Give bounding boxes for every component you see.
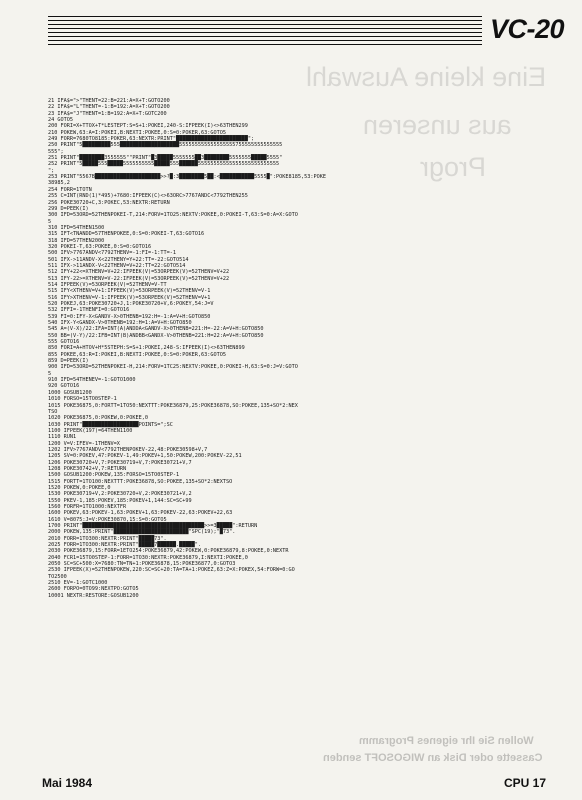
code-line: 910 IFD=54THENEV=-1:GOTO1000 [48, 377, 136, 384]
code-line: 1205 SV=0:POKEV,47:POKEV-1,49:POKEV+1,50:POKEW,200:POKEV-22,51 [48, 453, 242, 460]
code-line: 299 D=PEEK(I) [48, 205, 89, 212]
code-line: 1208 POKE30742+V,7:RETURN [48, 465, 127, 472]
code-line: 1030 PRINT"██████████████████POINTS=";SC [48, 421, 173, 428]
code-line: 520 POKEJ,63:POKE30720+J,1:POKE30720+V,6:POKEY,54:J=V [48, 301, 214, 307]
code-line: 2530 IFPEEK(X)=52THENPOKEW,220:SC=SC+20:TA=TA+1:POKEZ,63:Z=X:POKEX,54:FORW=0:GO [48, 567, 295, 574]
code-line: 1200 V=V:IFEV=-1THENV=X [48, 440, 120, 447]
code-line: 251 PRINT"████████3555555""PRINT"█3█████5555555██3████████5555555█████5555" [48, 155, 283, 162]
code-line: 253 PRINT"5567B█████████████████████>>?█:3████████5██:<███████████5555█":POKE8185,53:POKE [48, 174, 326, 181]
code-line: 501 IFX->11ANDV-X<22THENY=Y+22:TT=-22:GOTO514 [48, 256, 189, 263]
code-line: 1020 POKE36875,0:POKEW,0:POKEE,0 [48, 415, 148, 422]
bleed-through-text: Eine kleine Auswahl [305, 62, 546, 92]
code-line: 859 D=PEEK(I) [48, 358, 89, 365]
bleed-through-text: Progr [419, 152, 486, 182]
code-line: 1010 FORSO=15TO0STEP-1 [48, 396, 117, 403]
code-line: 514 IFPEEK(V)=53ORPEEK(V)=52THENV=V-TT [48, 281, 167, 288]
code-line: 540 IFX-Y<GANDX-V>0THENB=192:H=1:A=V+H:GOTO850 [48, 320, 192, 327]
magazine-section-title: VC-20 [482, 14, 564, 45]
code-line: 920 GOTO16 [48, 383, 80, 390]
code-line: 855 POKEE,63:R=I:POKEI,B:NEXTI:POKEE,0:S=0:POKER,63:GOTO5 [48, 351, 227, 358]
code-line: 513 IFY-22>=XTHENV=V-22:IFPEEK(V)=53ORPEEK(V)=52THENV=V+22 [48, 275, 230, 282]
code-line: 512 IFY+22<=XTHENV=V+22:IFPEEK(V)=53ORPEEK(V)=52THENV=V+22 [48, 269, 230, 276]
code-line: 210 POKEW,63:A=I:POKEI,B:NEXTI:POKEE,0:S=0:POKER,63:GOTO5 [48, 129, 227, 136]
bleed-through-text: Wollen Sie Ihr eigenes Programm [359, 735, 534, 747]
bleed-through-text: Cassette oder Disk an WIGOSOFT senden [322, 752, 542, 764]
code-line: 1560 FORFR=1TO1000:NEXTFR [48, 504, 127, 510]
code-line: 310 IFD=54THEN1500 [48, 224, 105, 231]
code-line: 555"; [48, 148, 64, 155]
footer-date: Mai 1984 [42, 776, 93, 790]
code-line: 38985,2 [48, 180, 70, 187]
code-line: 2025 FORR=1TO300:NEXTR:PRINT"█████7██████.█████". [48, 542, 202, 549]
code-line: 255 C=INT(RND(1)*495)+7680:IFPEEK(C)<>63ORC>7767ANDC<7792THEN255 [48, 193, 248, 200]
code-line: 532 IFFI=-1THENFI=0:GOTO16 [48, 307, 130, 314]
code-line: 515 IFY<XTHENV=V+1:IFPEEK(V)=53ORPEEK(V)=52THENV=V-1 [48, 288, 211, 295]
code-line: 315 IFT<TNANDD=57THENPOKEE,0:S=0:POKEI-T,63:GOTO16 [48, 231, 205, 238]
code-line: 2050 SC=SC+500:X=7680:TN=TN+1:POKE36878,15:POKE36877,0:GOTO3 [48, 561, 236, 568]
basic-program-listing [48, 98, 528, 599]
code-line: 2040 FCR1=15TO0STEP-1:FORR=1TO30:NEXTR:POKE36879,I:NEXTI:POKEE,0 [48, 554, 248, 561]
code-line: 22 IFA$="L"THENT=-1:B=192:A=X+T:GOTO200 [48, 104, 170, 111]
code-line: 1530 POKE30719+V,2:POKE30720+V,2:POKE30721+V,2 [48, 491, 192, 498]
code-line: 2510 EV=-1:GOTC1000 [48, 580, 108, 587]
code-line: 1015 POKE36875,0:FORTT=1TO50:NEXTTT:POKE36879,25:POKE36878,SO:POKEE,135+SO*2:NEX [48, 402, 298, 409]
code-line: 555 GOTO16 [48, 339, 80, 346]
code-line: 318 IFD=57THEN2000 [48, 237, 105, 244]
bleed-through-text: aus unseren [363, 110, 512, 140]
code-line: 1110 RUN1 [48, 434, 77, 441]
code-line: 1206 POKE30720+V,7:POKE30719+V,7:POKE30721+V,7 [48, 459, 192, 466]
footer-page-number: CPU 17 [503, 776, 546, 790]
code-line: 850 FORI=A+HTOV+H*5STEPH:S=S+1:POKEI,248-S:IFPEEK(I)<>63THEN899 [48, 345, 245, 352]
code-line: 545 A=(V-X)/22:IFA=INT(A)ANDDA<GANDV-X>0THENB=221:H=-22:A=V+H:GOTO850 [48, 326, 264, 333]
header-rule-lines [48, 16, 488, 46]
code-line: 900 IFD=53ORD=52THENPOKEI-H,214:FORV=1TC25:NEXTV:POKEE,0:POKEI-H,63:S=0:J=V:GOTO [48, 364, 298, 371]
code-line: 2030 POKE36879,15:FORR=1ETO254:POKE36879,42:POKEW,0:POKE36879,8:POKEE,0:NEXTR [48, 548, 289, 555]
code-line: 1600 POKEV,63:POKEV-1,63:POKEV+1,63:POKEV-22,63:POKEV+22,63 [48, 510, 233, 517]
code-line: 5 [48, 218, 52, 225]
code-line: 249 FORR=7680TO8185:POKER,63:NEXTR:PRINT"███████████████████████"; [48, 136, 255, 143]
code-line: 250 PRINT"5█████████555███████████████████555555555555555555755555555555555 [48, 142, 283, 149]
code-line: 1515 FORTT=1TO100:NEXTTT:POKE36878,SO:POKEE,135+SO*2:NEXTSO [48, 478, 233, 485]
code-line: 23 IFA$="J"THENT=1:B=192:A=X+T:GOTC200 [48, 110, 167, 117]
code-line: 320 POKEI-T,63:POKEE,0:S=0:GOTO16 [48, 243, 152, 250]
code-line: 1000 GOSUB1200 [48, 389, 92, 396]
code-line: 254 FORR=1TOTN [48, 186, 92, 193]
code-line: 1550 PKEV-1,185:POKEV,185:POKEV+1,144:SC=SC+99 [48, 497, 192, 504]
code-line: 539 FI=0:IFY-X<GANDV-X>0THENB=192:H=-1:A=V+H:GOTO850 [48, 313, 211, 320]
code-line: 1500 GOSUB1200:POKEW,135:FORSO=15TO0STEP-1 [48, 472, 180, 479]
code-line: 2010 FORR=1TO300:NEXTR:PRINT"█████73". [48, 535, 167, 542]
code-line: 500 IFV>7767ANDV<7792THENV=-1:FI=-1:TT=-1 [48, 250, 177, 257]
code-line: "; [48, 167, 55, 174]
code-line: 5 [48, 370, 52, 377]
code-line: 511 IFX->11ANDX-V<22THENV=V+22:TT=22:GOTO514 [48, 262, 186, 269]
code-line: 1520 POKEW,0:POKEE,0 [48, 484, 111, 491]
code-line: TSO [48, 408, 58, 415]
code-line: 516 IFY>XTHENV=V-1:IFPEEK(V)=53ORPEEK(V)=52THENV=V+1 [48, 294, 211, 301]
code-line: 1700 PRINT"███████████████████████████████████████>>=3█████":RETURN [48, 523, 258, 530]
code-line: 550 BB=(V-Y)/22:IFB=INT(B)ANDBB<GANDX-V>0THENB=221:H=22:A=V+H:GOTO850 [48, 332, 264, 339]
code-line: 21 IFA$=">"THENT=22:B=221:A=X+T:GOTO200 [48, 98, 170, 104]
code-line: 24 GOTO5 [48, 117, 73, 124]
page-header [48, 16, 564, 46]
code-line: 300 IFD=53ORD=52THENPOKEI-T,214:FORV=1TO25:NEXTV:POKEE,0:POKEI-T,63:S=0:A=X:GOTO [48, 212, 298, 219]
code-line: 256 POKE30720+C,3:POKEC,53:NEXTR:RETURN [48, 199, 170, 206]
code-line: 10001 NEXTR:RESTORE:GOSUB1200 [48, 592, 139, 599]
code-line: 1610 V=8075:J=V:POKE30870,15:S=0:GOTO5 [48, 516, 167, 523]
code-line: 200 FORI=X+TTOX+T*LESTEPT:S=S+1:POKEI,240-S:IFPEEK(I)<>63THEN299 [48, 123, 248, 130]
code-line: 1100 IFPEEK(197)=64THEN1100 [48, 427, 133, 434]
code-line: 252 PRINT"5█████555█████5555555555█████555██████55555555555555555555555555 [48, 161, 280, 168]
code-line: 2000 POKEW,135:PRINT"████████████████████████"SPC(19);"█73". [48, 529, 236, 536]
code-line: 2600 FORPO=0TO99:NEXTPO:GOTO5 [48, 586, 139, 593]
code-line: 1202 IFV>7767ANDV<7792THENPOKEV-22,48:POKE30598+V,7 [48, 446, 208, 453]
code-line: TO2500 [48, 573, 67, 580]
